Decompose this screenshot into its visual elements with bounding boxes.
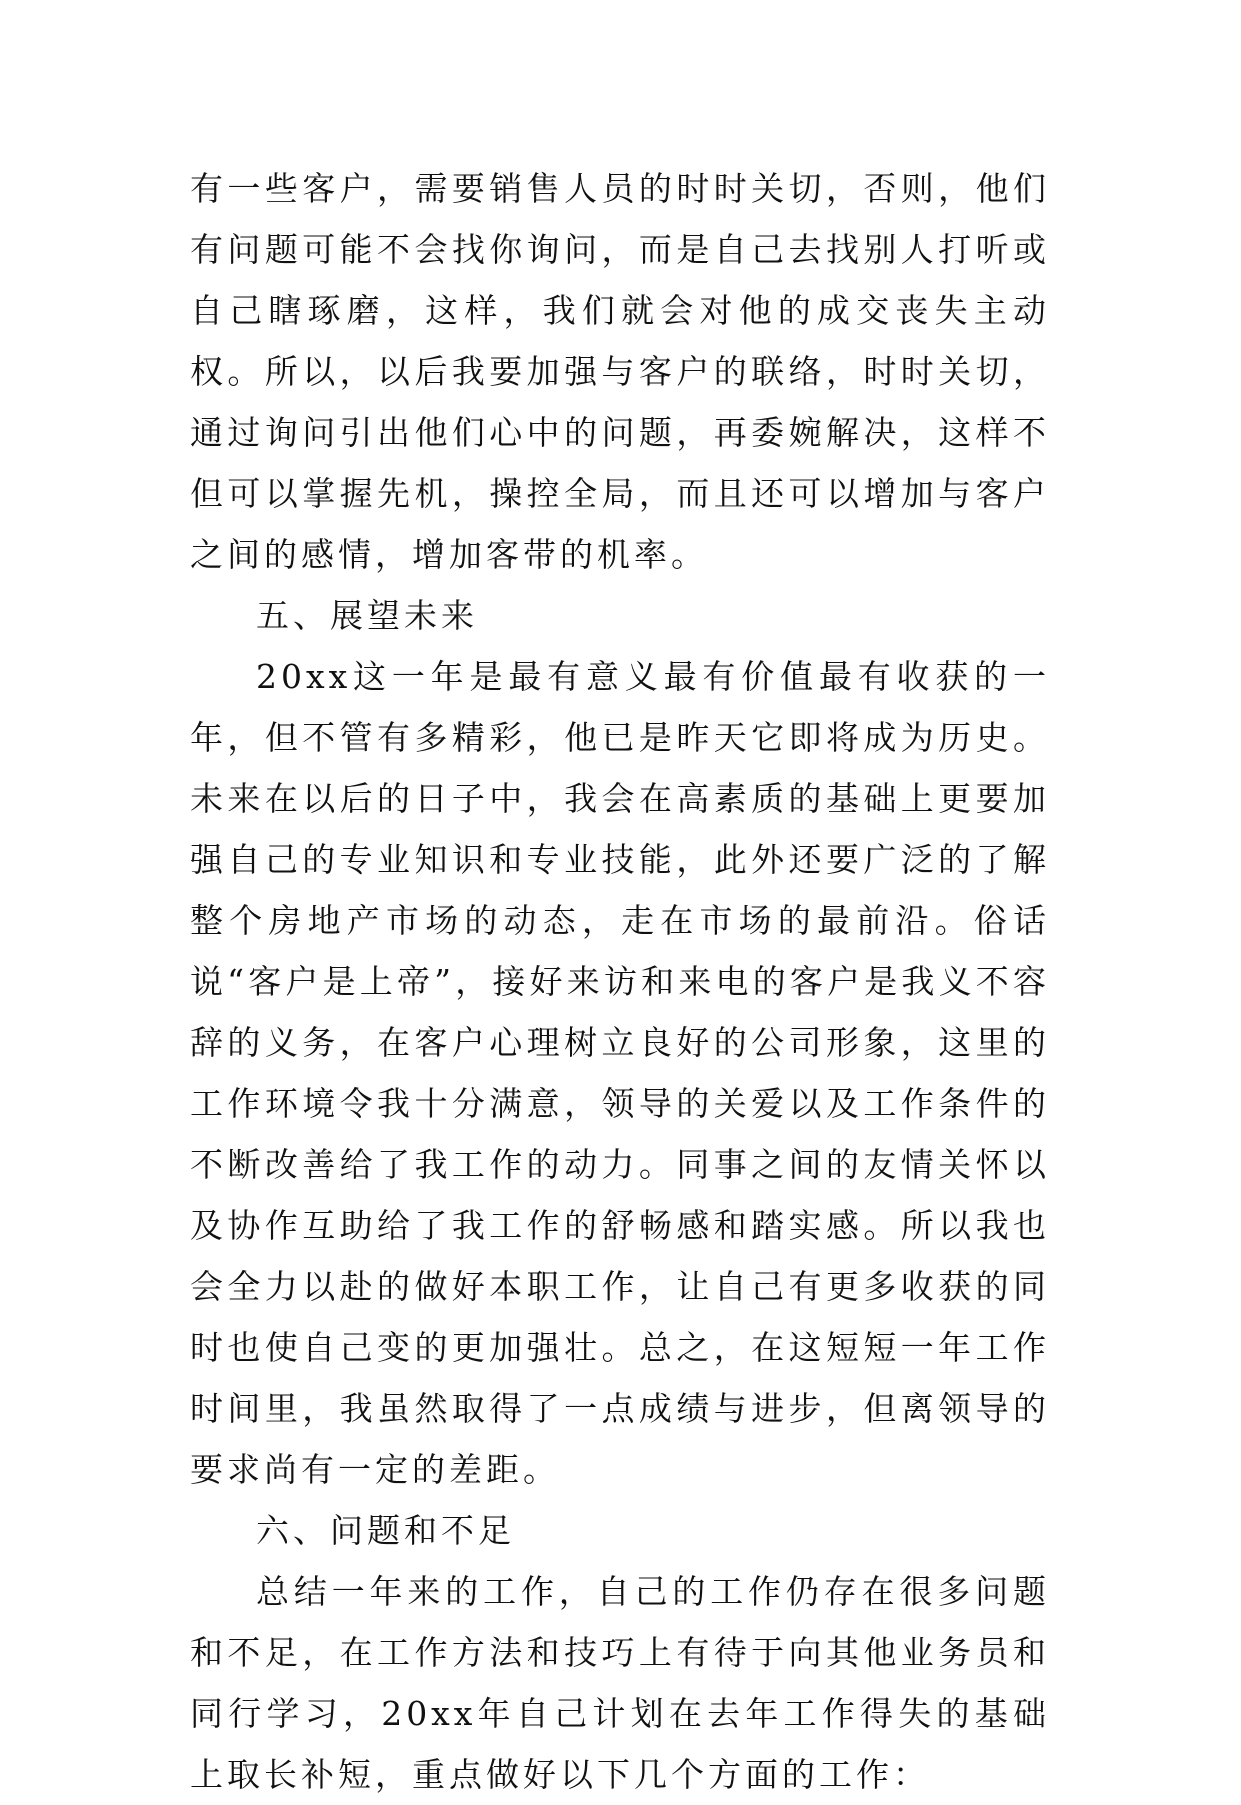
paragraph-customer-care: 有一些客户，需要销售人员的时时关切，否则，他们有问题可能不会找你询问，而是自己去找别人打听或自己瞎琢磨，这样，我们就会对他的成交丧失主动权。所以，以后我要加强与客户的联络，时时关切，通过询问引出他们心中的问题，再委婉解决，这样不但可以掌握先机，操控全局，而且还可以增加与客户之间的感情，增加客带的机率。 [190, 169, 1050, 574]
paragraph-outlook: 20xx这一年是最有意义最有价值最有收获的一年，但不管有多精彩，他已是昨天它即将成为历史。未来在以后的日子中，我会在高素质的基础上更要加强自己的专业知识和专业技能，此外还要广泛的了解整个房地产市场的动态，走在市场的最前沿。俗话说“客户是上帝”，接好来访和来电的客户是我义不容辞的义务，在客户心理树立良好的公司形象，这里的工作环境令我十分满意，领导的关爱以及工作条件的不断改善给了我工作的动力。同事之间的友情关怀以及协作互助给了我工作的舒畅感和踏实感。所以我也会全力以赴的做好本职工作，让自己有更多收获的同时也使自己变的更加强壮。总之，在这短短一年工作时间里，我虽然取得了一点成绩与进步，但离领导的要求尚有一定的差距。 [190, 657, 1050, 1489]
document-body [190, 158, 1050, 1805]
section-heading-problems: 六、问题和不足 [256, 1511, 515, 1550]
section-heading-outlook: 五、展望未来 [256, 596, 478, 635]
paragraph-problems: 总结一年来的工作，自己的工作仍存在很多问题和不足，在工作方法和技巧上有待于向其他业务员和同行学习，20xx年自己计划在去年工作得失的基础上取长补短，重点做好以下几个方面的工作： [190, 1572, 1050, 1794]
